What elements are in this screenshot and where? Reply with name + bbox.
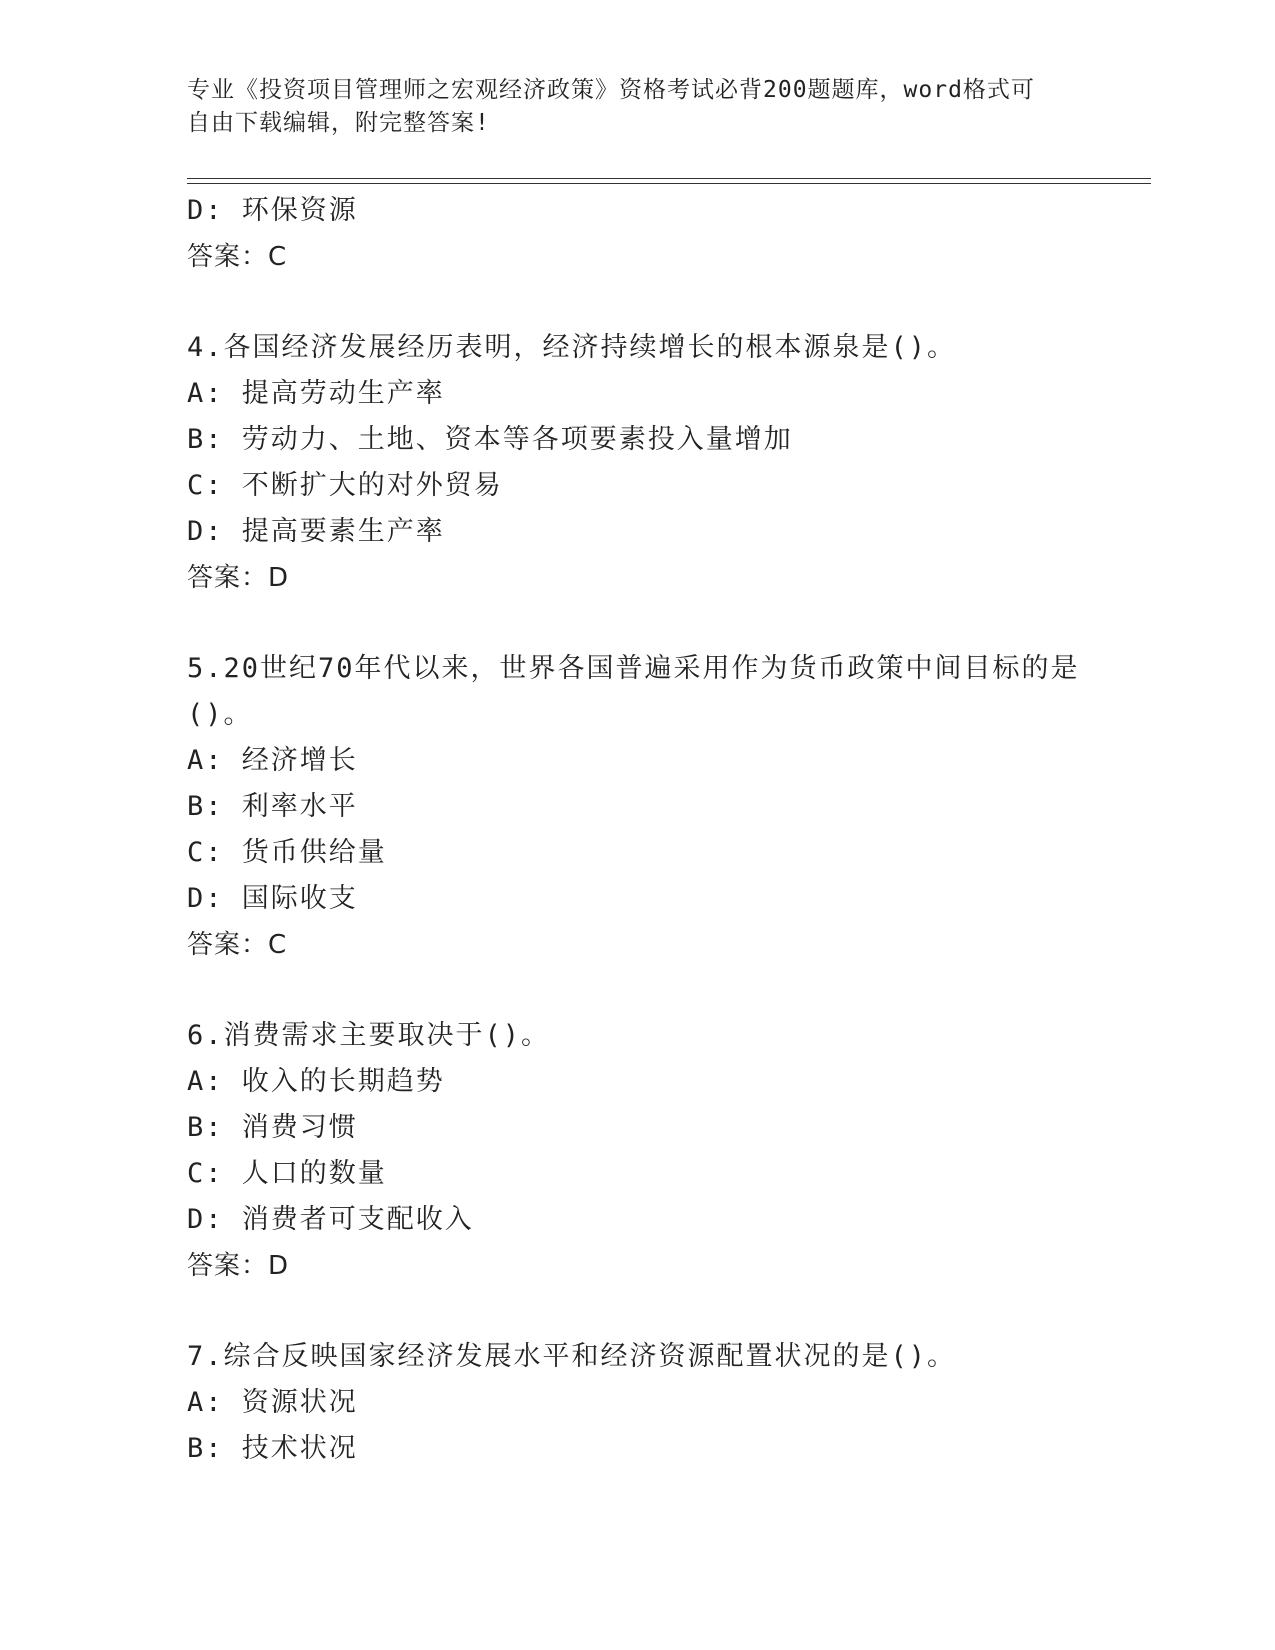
header-title-line-1: 专业《投资项目管理师之宏观经济政策》资格考试必背200题题库，word格式可 (187, 77, 1035, 103)
option-a: A: 资源状况 (187, 1387, 358, 1418)
question-stem-continuation: ()。 (187, 699, 253, 730)
option-d: D: 消费者可支配收入 (187, 1204, 474, 1235)
answer-line: 答案：D (187, 1251, 290, 1281)
question-stem: 4.各国经济发展经历表明，经济持续增长的根本源泉是()。 (187, 332, 957, 363)
option-a: A: 经济增长 (187, 745, 358, 776)
question-block (187, 1334, 1117, 1472)
answer-line: 答案：D (187, 563, 290, 593)
option-a: A: 提高劳动生产率 (187, 378, 445, 409)
option-a: A: 收入的长期趋势 (187, 1066, 445, 1097)
header-title-line-2: 自由下载编辑，附完整答案! (187, 110, 490, 136)
option-b: B: 技术状况 (187, 1433, 358, 1464)
answer-line: 答案：C (187, 930, 288, 960)
header-divider-bottom (187, 183, 1151, 184)
option-b: B: 利率水平 (187, 791, 358, 822)
option-c: C: 货币供给量 (187, 837, 387, 868)
option-d: D: 国际收支 (187, 883, 358, 914)
option-c: C: 不断扩大的对外贸易 (187, 470, 503, 501)
spacer (187, 1289, 1117, 1334)
spacer (187, 280, 1117, 325)
question-block (187, 646, 1117, 968)
option-d: D: 提高要素生产率 (187, 516, 445, 547)
option-c: C: 人口的数量 (187, 1158, 387, 1189)
question-block (187, 325, 1117, 601)
option-b: B: 劳动力、土地、资本等各项要素投入量增加 (187, 424, 793, 455)
option-d: D: 环保资源 (187, 195, 358, 226)
header-divider-top (187, 178, 1151, 179)
question-stem: 6.消费需求主要取决于()。 (187, 1020, 551, 1051)
question-stem: 5.20世纪70年代以来，世界各国普遍采用作为货币政策中间目标的是 (187, 653, 1080, 684)
question-stem: 7.综合反映国家经济发展水平和经济资源配置状况的是()。 (187, 1341, 957, 1372)
spacer (187, 968, 1117, 1013)
question-block (187, 1013, 1117, 1289)
question-list (187, 188, 1117, 1472)
spacer (187, 601, 1117, 646)
answer-line: 答案：C (187, 242, 288, 272)
document-header (187, 74, 1087, 140)
option-b: B: 消费习惯 (187, 1112, 358, 1143)
